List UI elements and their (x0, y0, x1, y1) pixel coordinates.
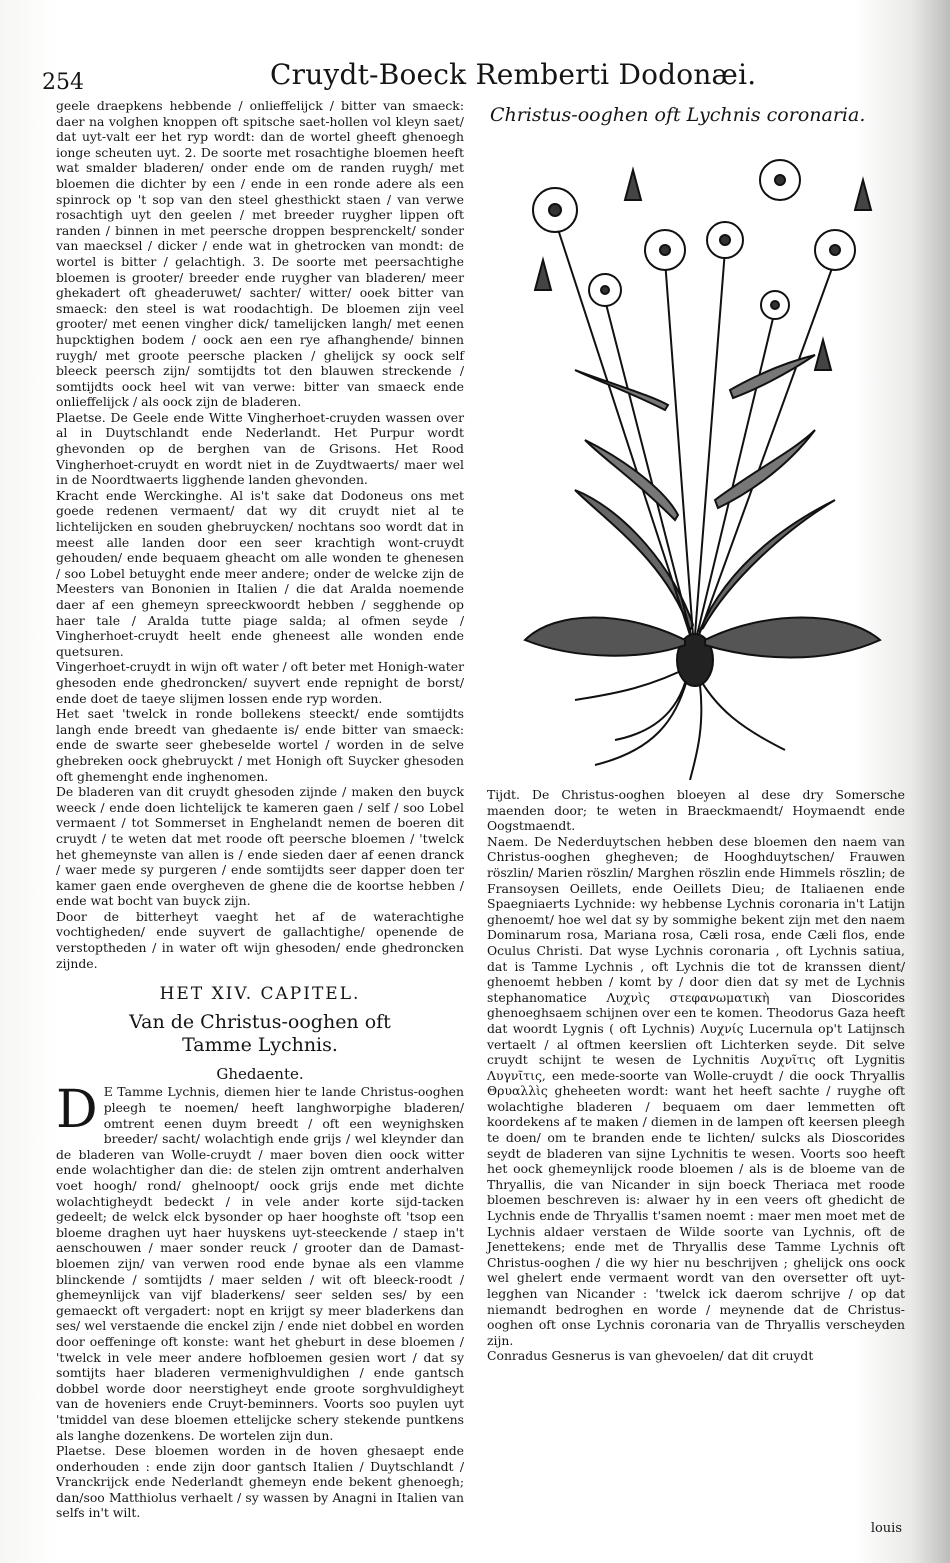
paragraph: geele draepkens hebbende / onlieffelijck / bitter van smaeck: daer na volghen knoppen oft spitsche saet-hollen vol kleyn saet/ dat uyt-valt eer het ryp wordt: dan de wortel gheeft ghenoegh ionge scheuten uyt. 2. De soorte met rosachtighe bloemen heeft wat smalder bladeren/ onder ende om de randen ruygh/ met bloemen die dichter by een / ende in een ronde adere als een spinrock op 't sop van den steel ghesthickt staen / van verwe rosachtigh uyt den geelen / met breeder ruygher lippen oft randen / binnen in met peersche droppen besprenckelt/ sonder van maecksel / dicker / ende wat in ghetrocken van mondt: de wortel is bitter / gelachtigh. 3. De soorte met peersachtighe bloemen is grooter/ breeder ende ruygher van bladeren/ meer ghekadert oft gheaderuwet/ sachter/ witter/ ooek bitter van smaeck: den steel is wat roodachtigh. De bloemen zijn veel grooter/ met eenen vingher dick/ tamelijcken langh/ met eenen hupcktighen bodem / oock aen een rye afhanghende/ binnen ruygh/ met groote peersche placken / ghelijck sy oock self bleeck peersch zijn/ somtijdts tot den blauwen streckende / somtijdts oock heel wit van verwe: bitter van smaeck ende onlieffelijck / als oock zijn de bladeren. (56, 98, 464, 410)
paragraph: De bladeren van dit cruydt ghesoden zijnde / maken den buyck weeck / ende doen lichtelijck te kameren gaen / self / soo Lobel vermaent / tot Sommerset in Enghelandt nemen de boeren dit cruydt / te weten dat met roode oft peersche bloemen / 'twelck het ghemeynste van allen is / ende sieden daer af eenen dranck / waer mede sy purgeren / ende somtijdts seer dapper doen ter kamer gaen ende overgheven de ghene die de koortse hebben / ende wat bocht van buyck zijn. (56, 784, 464, 909)
left-column (56, 98, 464, 1521)
figure-title: Christus-ooghen oft Lychnis coronaria. (490, 104, 866, 126)
paragraph: Vingerhoet-cruydt in wijn oft water / oft beter met Honigh-water ghesoden ende ghedroncken/ suyvert ende repnight de borst/ ende doet de taeye slijmen lossen ende ryp worden. (56, 659, 464, 706)
running-title: Cruydt-Boeck Remberti Dodonæi. (270, 58, 757, 91)
plant-woodcut-illustration (515, 140, 890, 780)
page-number: 254 (42, 70, 84, 95)
paragraph: Door de bitterheyt vaeght het af de waterachtighe vochtigheden/ ende suyvert de gallachtighe/ openende de verstoptheden / in water oft wijn ghesoden/ ende ghedroncken zijnde. (56, 908, 464, 971)
paragraph: Conradus Gesnerus is van ghevoelen/ dat dit cruydt (487, 1348, 814, 1364)
chapter-heading: HET XIV. CAPITEL. (159, 984, 361, 1005)
paragraph-tijdt: Tijdt. De Christus-ooghen bloeyen al dese dry Somersche maenden door; te weten in Braeckmaendt/ Hoymaendt ende Oogstmaendt. (487, 787, 905, 834)
paragraph: Plaetse. De Geele ende Witte Vingherhoet-cruyden wassen over al in Duytschlandt ende Nederlandt. Het Purpur wordt ghevonden op de berghen van de Grisons. Het Rood Vingherhoet-cruydt en wordt niet in de Zuydtwaerts/ maer wel in de Noordtwaerts ligghende landen ghevonden. (56, 409, 464, 488)
catchword: louis (870, 1521, 902, 1536)
chapter-body-text: E Tamme Lychnis, diemen hier te lande Christus-ooghen pleegh te noemen/ heeft langhworpighe bladeren/ omtrent eenen duym breedt / oft een weynighsken breeder/ sacht/ wolachtigh ende grijs / wel kleynder dan de bladeren van Wolle-cruydt / maer boven dien oock witter ende wolachtigher dan die: de stelen zijn omtrent anderhalven voet hoogh/ rond/ ghelnoopt/ oock grijs ende met dichte wolachtigheydt bedeckt / in vele ander korte sijd-tacken gedeelt; de welck elck bysonder op haer hooghste oft 'tsop een bloeme draghen uyt haer huyskens uyt-steeckende / staep in't aenschouwen / maer sonder reuck / grooter dan de Damast-bloemen zijn/ van verwen rood ende bynae als een vlamme blinckende / somtijdts / maer selden / wit oft bleeck-roodt / ghemeynlijck van vijf bladerkens/ seer selden ses/ by een gemaeckt oft vergadert: nopt en krijgt sy meer bladerkens dan ses/ wel verstaende die enckel zijn / ende niet dobbel en worden door oeffeninge oft konste: want het gheburt in dese bloemen / 'twelck in vele meer andere hofbloemen gesien wort / dat sy somtijts haer bladeren vermenighvuldighen / ende gantsch dobbel worde door neerstigheyt ende groote sorghvuldigheyt van de hoveniers ende Cruyt-beminners. Voorts soo puylen uyt 'tmiddel van dese bloemen ettelijcke schery stekende puntkens als langhe dozenkens. De wortelen zijn dun. (56, 1084, 464, 1443)
chapter-body (56, 1080, 464, 1443)
paragraph: Kracht ende Werckinghe. Al is't sake dat Dodoneus ons met goede redenen vermaent/ dat wy dit cruydt niet al te lichtelijcken en souden ghebruycken/ nochtans soo wordt dat in meest alle landen door een seer krachtigh wont-cruydt gehouden/ ende bequaem gheacht om alle wonden te ghenesen / soo Lobel betuyght ende meer andere; onder de welcke zijn de Meesters van Bononien in Italien / die dat Aralda noemende daer af een ghemeyn spreeckwoordt hebben / segghende op haer tale / Aralda tutte piage salda; al ofmen seyde / Vingherhoet-cruydt heelt ende gheneest alle wonden ende quetsuren. (56, 487, 464, 659)
drop-cap: D (56, 1080, 98, 1141)
paragraph: Het saet 'twelck in ronde bollekens steeckt/ ende somtijdts langh ende breedt van ghedaente is/ ende bitter van smaeck: ende de swarte seer ghebeselde wortel / worden in de selve ghebreken oock ghebruyckt / met Honigh oft Suycker ghesoden oft ghemenght ende inghenomen. (56, 706, 464, 784)
chapter-title-line-2: Tamme Lychnis. (182, 1033, 338, 1056)
right-column (487, 787, 905, 1364)
paragraph-plaetse: Plaetse. Dese bloemen worden in de hoven ghesaept ende onderhouden : ende zijn door gantsch Italien / Duytschlandt / Vranckrijck ende Nederlandt ghemeyn ende bekent ghenoegh; dan/soo Matthiolus verhaelt / sy wassen by Anagni in Italien van selfs in't wilt. (56, 1443, 464, 1521)
chapter-title-line-1: Van de Christus-ooghen oft (129, 1010, 391, 1033)
paragraph-naem: Naem. De Nederduytschen hebben dese bloemen den naem van Christus-ooghen ghegheven; de Hooghduytschen/ Frauwen röszlin/ Marien röszlin/ Marghen röszlin ende Himmels röszlin; de Fransoysen Oeillets, ende Oeillets Dieu; de Italiaenen ende Spaegniaerts Lychnide: wy hebbense Lychnis coronaria in't Latijn ghenoemt/ hoe wel dat sy by sommighe bekent zijn met den naem Dominarum rosa, Mariana rosa, Cæli rosa, ende Cæli flos, ende Oculus Christi. Dat wyse Lychnis coronaria , oft Lychnis satiua, dat is Tamme Lychnis , oft Lychnis die tot de kranssen dient/ ghenoemt hebben / komt by / door dien dat sy met de Lychnis stephanomatice Λυχνὶς στεφανωματικὴ van Dioscorides ghenoeghsaem schijnen over een te komen. Theodorus Gaza heeft dat woordt Lygnis ( oft Lychnis) Λυχνίς Lucernula op't Latijnsch vertaelt / al oftmen keerslien oft Lichterken seyde. Dit selve cruydt schijnt te wesen de Lychnitis Λυχνῖτις oft Lygnitis Λυγνῖτις, een mede-soorte van Wolle-cruydt / die oock Thryallis Θρυαλλὶς gheheeten wordt: want het heeft sachte / ruyghe oft wolachtighe bladeren / bequaem om daer lemmetten oft koordekens af te maken / diemen in de lampen oft keersen pleegh te doen/ om te branden ende te lichten/ sulcks als Dioscorides seydt de bladeren van sijne Lychnitis te wesen. Voorts soo heeft het oock ghemeynlijck roode bloemen / als is de bloeme van de Thryallis, die van Nicander in sijn boeck Theriaca met roode bloemen beschreven is: alwaer hy in een veers oft ghedicht de Lychnis ende de Thryallis t'samen noemt : maer men moet met de Lychnis aldaer verstaen de Wilde soorte van Lychnis, oft de Jenettekens; ende met de Thryallis dese Tamme Lychnis oft Christus-ooghen / die wy hier nu beschrijven ; ghelijck ons oock wel ghelert ende vermaent wordt van den oversetter oft uyt-legghen van Nicander : 'twelck ick daerom schrijve / op dat niemandt bedroghen en worde / meynende dat de Christus-ooghen oft onse Lychnis coronaria van de Thryallis verscheyden zijn. (487, 833, 905, 1348)
section-heading: Ghedaente. (216, 1064, 304, 1083)
